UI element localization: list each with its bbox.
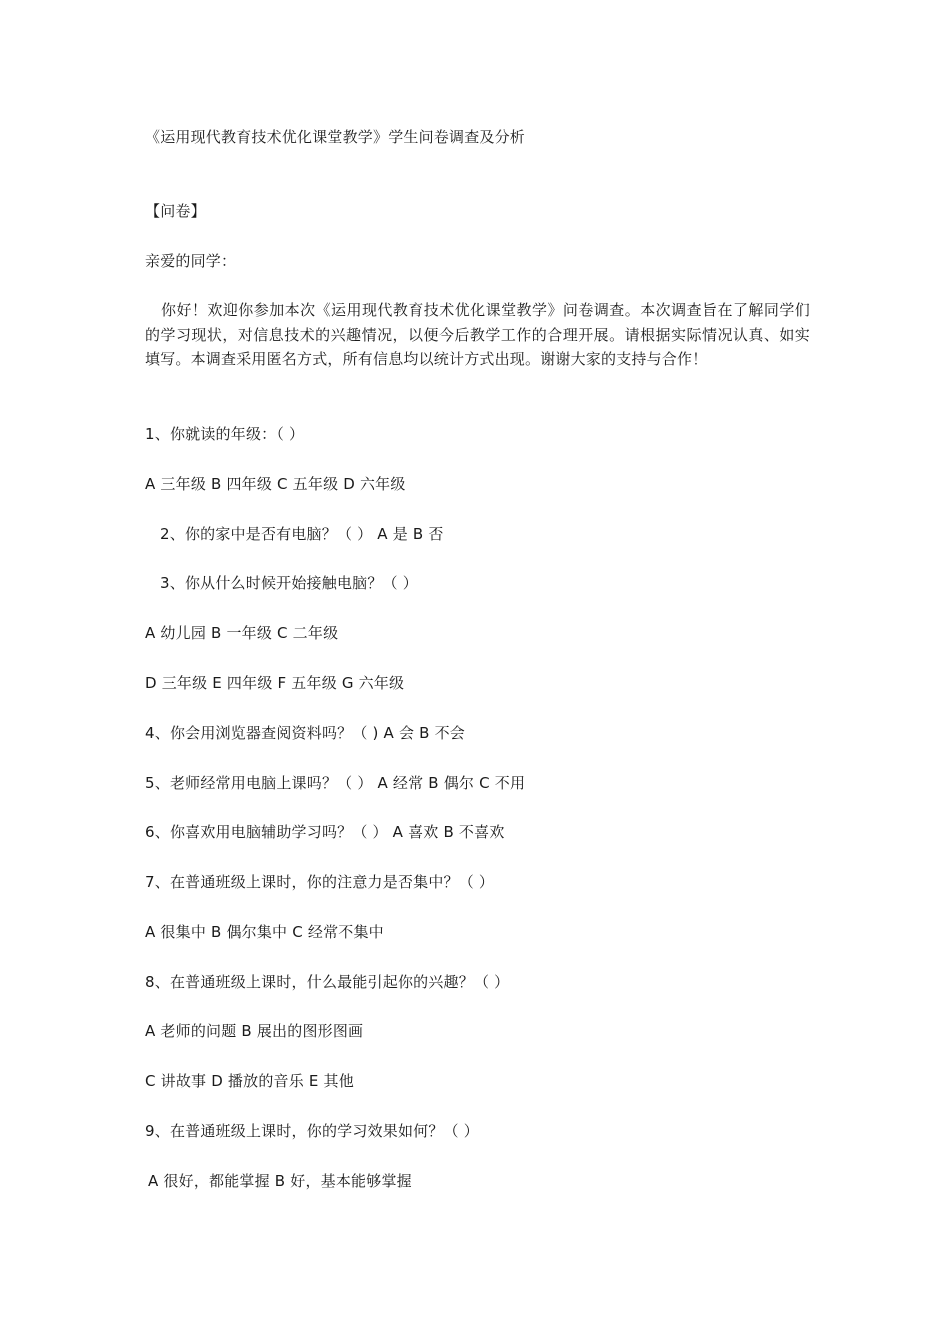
question-3-options-row-1: A 幼儿园 B 一年级 C 二年级 [145,624,339,642]
question-8-options-row-2: C 讲故事 D 播放的音乐 E 其他 [145,1072,354,1090]
question-2: 2、你的家中是否有电脑？（ ） A 是 B 否 [160,525,444,543]
question-8-options-row-1: A 老师的问题 B 展出的图形图画 [145,1022,364,1040]
question-1: 1、你就读的年级：（ ） [145,425,305,443]
question-7: 7、在普通班级上课时，你的注意力是否集中？（ ） [145,873,495,891]
question-6: 6、你喜欢用电脑辅助学习吗？（ ） A 喜欢 B 不喜欢 [145,823,505,841]
question-1-options: A 三年级 B 四年级 C 五年级 D 六年级 [145,475,406,493]
question-9: 9、在普通班级上课时，你的学习效果如何？（ ） [145,1122,479,1140]
document-title: 《运用现代教育技术优化课堂教学》学生问卷调查及分析 [145,128,526,146]
question-9-options: A 很好，都能掌握 B 好，基本能够掌握 [148,1172,412,1190]
question-3-options-row-2: D 三年级 E 四年级 F 五年级 G 六年级 [145,674,405,692]
question-8: 8、在普通班级上课时，什么最能引起你的兴趣？（ ） [145,973,510,991]
intro-paragraph: 你好！欢迎你参加本次《运用现代教育技术优化课堂教学》问卷调查。本次调查旨在了解同学们的学习现状，对信息技术的兴趣情况，以便今后教学工作的合理开展。请根据实际情况认真、如实填写。本调查采用匿名方式，所有信息均以统计方式出现。谢谢大家的支持与合作！ [145,301,810,368]
section-heading: 【问卷】 [145,202,206,220]
question-5: 5、老师经常用电脑上课吗？（ ） A 经常 B 偶尔 C 不用 [145,774,526,792]
question-7-options: A 很集中 B 偶尔集中 C 经常不集中 [145,923,384,941]
question-4: 4、你会用浏览器查阅资料吗？（ ) A 会 B 不会 [145,724,465,742]
salutation: 亲爱的同学： [145,252,237,270]
question-3: 3、你从什么时候开始接触电脑？（ ） [160,574,418,592]
